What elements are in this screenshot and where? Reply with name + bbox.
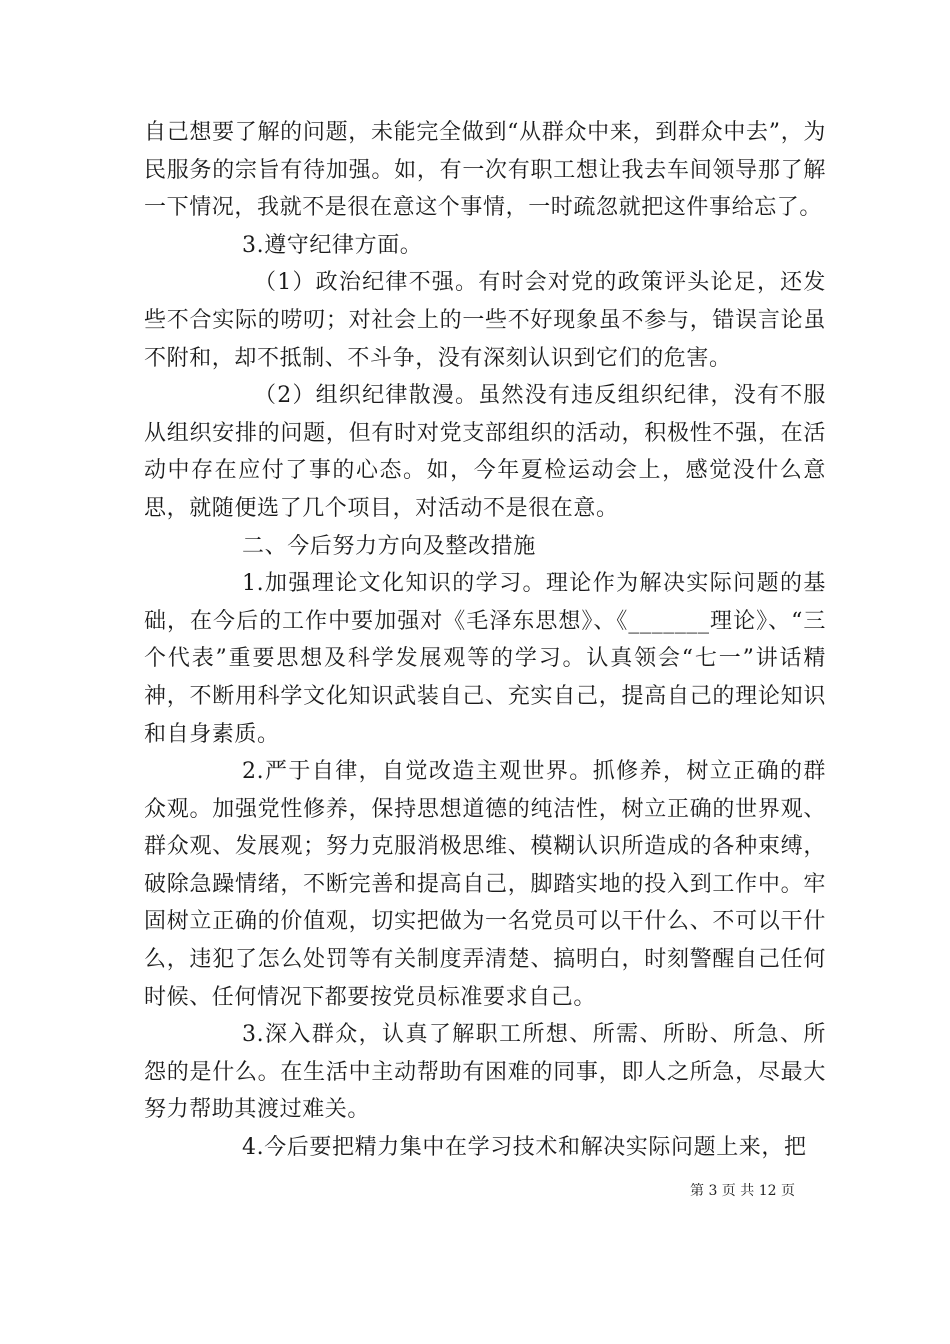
paragraph-continuation: 自己想要了解的问题，未能完全做到“从群众中来，到群众中去”，为民服务的宗旨有待加强。如，有一次有职工想让我去车间领导那了解一下情况，我就不是很在意这个事情，一时疏忽就把这件事给忘了。	[144, 120, 826, 221]
heading-discipline: 3.遵守纪律方面。	[242, 232, 423, 258]
paragraph-measure-2: 2.严于自律，自觉改造主观世界。抓修养，树立正确的群众观。加强党性修养，保持思想道德的纯洁性，树立正确的世界观、群众观、发展观；努力克服消极思维、模糊认识所造成的各种束缚，破除急躁情绪，不断完善和提高自己，脚踏实地的投入到工作中。牢固树立正确的价值观，切实把做为一名党员可以干什么、不可以干什么，违犯了怎么处罚等有关制度弄清楚、搞明白，时刻警醒自己任何时候、任何情况下都要按党员标准要求自己。	[144, 759, 826, 1010]
document-body	[144, 114, 826, 1167]
paragraph-political-discipline: （1）政治纪律不强。有时会对党的政策评头论足，还发些不合实际的唠叨；对社会上的一些不好现象虽不参与，错误言论虽不附和，却不抵制、不斗争，没有深刻认识到它们的危害。	[144, 270, 826, 371]
paragraph-measure-3: 3.深入群众，认真了解职工所想、所需、所盼、所急、所怨的是什么。在生活中主动帮助有困难的同事，即人之所急，尽最大努力帮助其渡过难关。	[144, 1022, 826, 1123]
paragraph-organizational-discipline: （2）组织纪律散漫。虽然没有违反组织纪律，没有不服从组织安排的问题，但有时对党支部组织的活动，积极性不强，在活动中存在应付了事的心态。如，今年夏检运动会上，感觉没什么意思，就随便选了几个项目，对活动不是很在意。	[144, 383, 826, 521]
paragraph-measure-4: 4.今后要把精力集中在学习技术和解决实际问题上来，把	[242, 1135, 807, 1161]
section-heading-measures: 二、今后努力方向及整改措施	[242, 533, 536, 559]
page-number-footer: 第 3 页 共 12 页	[690, 1183, 795, 1199]
paragraph-measure-1: 1.加强理论文化知识的学习。理论作为解决实际问题的基础，在今后的工作中要加强对《毛泽东思想》、《_______理论》、“三个代表”重要思想及科学发展观等的学习。认真领会“七一”讲话精神，不断用科学文化知识武装自己、充实自己，提高自己的理论知识和自身素质。	[144, 571, 826, 747]
